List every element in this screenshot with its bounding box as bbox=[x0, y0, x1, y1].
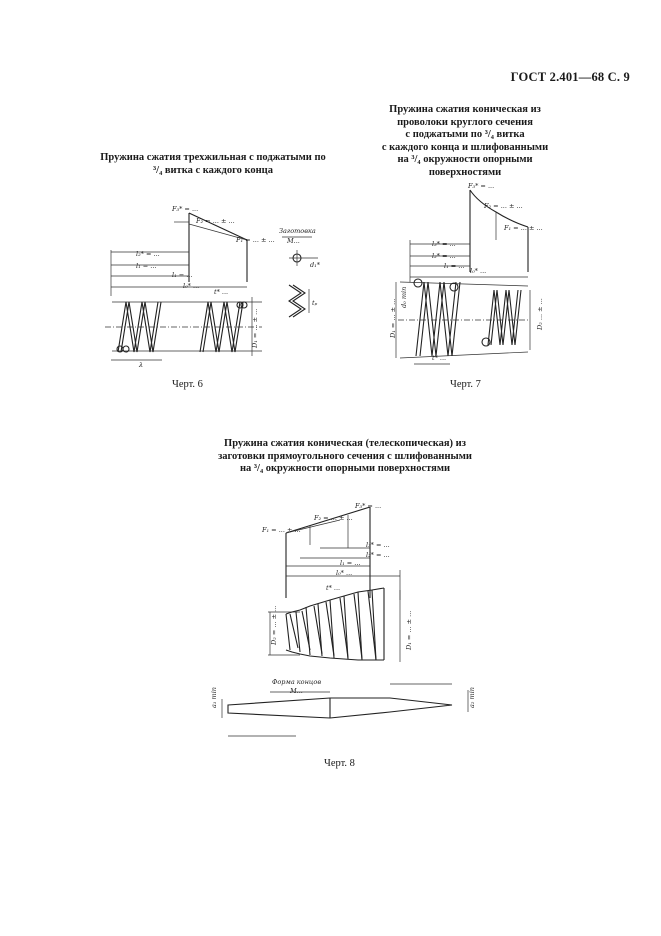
label-l2: l₂* = ... bbox=[136, 250, 160, 258]
label-t: t* ... bbox=[214, 288, 229, 296]
label-d1-7: D₁ = ... ± ... bbox=[389, 298, 397, 338]
drawing-7-title-line2: проволоки круглого сечения bbox=[397, 116, 533, 128]
label-f3: F₃* = ... bbox=[172, 205, 199, 213]
label-f3-7: F₃* = ... bbox=[468, 182, 495, 190]
drawing-7-title-line3: с поджатыми по ³/₄ витка bbox=[405, 129, 525, 140]
page-header: ГОСТ 2.401—68 С. 9 bbox=[510, 70, 630, 84]
label-blank-m: M... bbox=[287, 237, 300, 245]
drawing-7-title-line6: поверхностями bbox=[428, 166, 502, 178]
drawing-7-title-line5: на ³/₄ окружности опорными bbox=[397, 154, 533, 165]
drawing-7-caption: Черт. 7 bbox=[450, 379, 481, 390]
label-l0-8: l₀* ... bbox=[336, 569, 353, 577]
label-f1: F₁ = ... ± ... bbox=[236, 236, 275, 244]
drawing-8-spring bbox=[268, 588, 400, 662]
label-dc: d₁* bbox=[310, 261, 321, 269]
label-d1-8: D₁ = ... ± ... bbox=[405, 610, 413, 650]
label-dmin-7: d₀ min bbox=[400, 286, 408, 308]
label-l1b: l₁ = ... bbox=[172, 271, 193, 279]
label-f2-8: F₂ = ... ± ... bbox=[314, 514, 353, 522]
label-lambda: λ bbox=[139, 361, 144, 369]
label-l1-8: l₁ = ... bbox=[340, 559, 361, 567]
drawing-7-title-line4: с каждого конца и шлифованными bbox=[381, 141, 549, 153]
label-t-7: t* ... bbox=[432, 354, 447, 362]
label-l2-8: l₂* = ... bbox=[366, 551, 390, 559]
drawing-6-title-line2: ³/₄ витка с каждого конца bbox=[153, 164, 273, 176]
drawing-8-blank-detail bbox=[222, 684, 468, 736]
label-f1-8: F₁ = ... ± ... bbox=[262, 526, 301, 534]
label-d2-8: D₂ = ... ± ... bbox=[270, 605, 278, 645]
drawing-8-title-line2: заготовки прямоугольного сечения с шлифованными bbox=[218, 450, 472, 462]
label-d1: D₁ = ... ± ... bbox=[251, 308, 259, 348]
label-l1-7: l₁ = ... bbox=[444, 262, 465, 270]
label-blank-m-8: M... bbox=[290, 687, 303, 695]
label-l0-7: l₀* ... bbox=[470, 267, 487, 275]
label-l1: l₁ = ... bbox=[136, 262, 157, 270]
drawing-8-title-line3: на ³/₄ окружности опорными поверхностями bbox=[239, 463, 451, 474]
label-tp: tₚ bbox=[312, 299, 318, 307]
label-f3-8: F₃* = ... bbox=[355, 502, 382, 510]
label-f2: F₂ = ... ± ... bbox=[196, 217, 235, 225]
label-blank: Заготовка bbox=[279, 227, 316, 235]
label-l0: l₀* ... bbox=[183, 282, 200, 290]
label-d2-7: D₂ ... ± ... bbox=[536, 298, 544, 330]
label-amin-8: a₁ min bbox=[210, 687, 218, 708]
drawing-6-caption: Черт. 6 bbox=[172, 379, 203, 390]
label-bmin-8: a₂ min bbox=[468, 687, 476, 708]
label-t-8: t* ... bbox=[326, 584, 341, 592]
drawing-7-title-line1: Пружина сжатия коническая из bbox=[389, 104, 541, 115]
label-blank-8: Форма концов bbox=[272, 678, 322, 686]
drawing-8-title-line1: Пружина сжатия коническая (телескопическая) из bbox=[224, 438, 466, 449]
label-l2-7: l₂* = ... bbox=[432, 252, 456, 260]
label-f1-7: F₁ = ... ± ... bbox=[504, 224, 543, 232]
drawing-8-caption: Черт. 8 bbox=[324, 758, 355, 769]
label-l3-8: l₃* = ... bbox=[366, 541, 390, 549]
drawing-6-title-line1: Пружина сжатия трехжильная с поджатыми по bbox=[100, 152, 326, 163]
label-l3-7: l₃* = ... bbox=[432, 240, 456, 248]
label-f2-7: F₂ = ... ± ... bbox=[484, 202, 523, 210]
